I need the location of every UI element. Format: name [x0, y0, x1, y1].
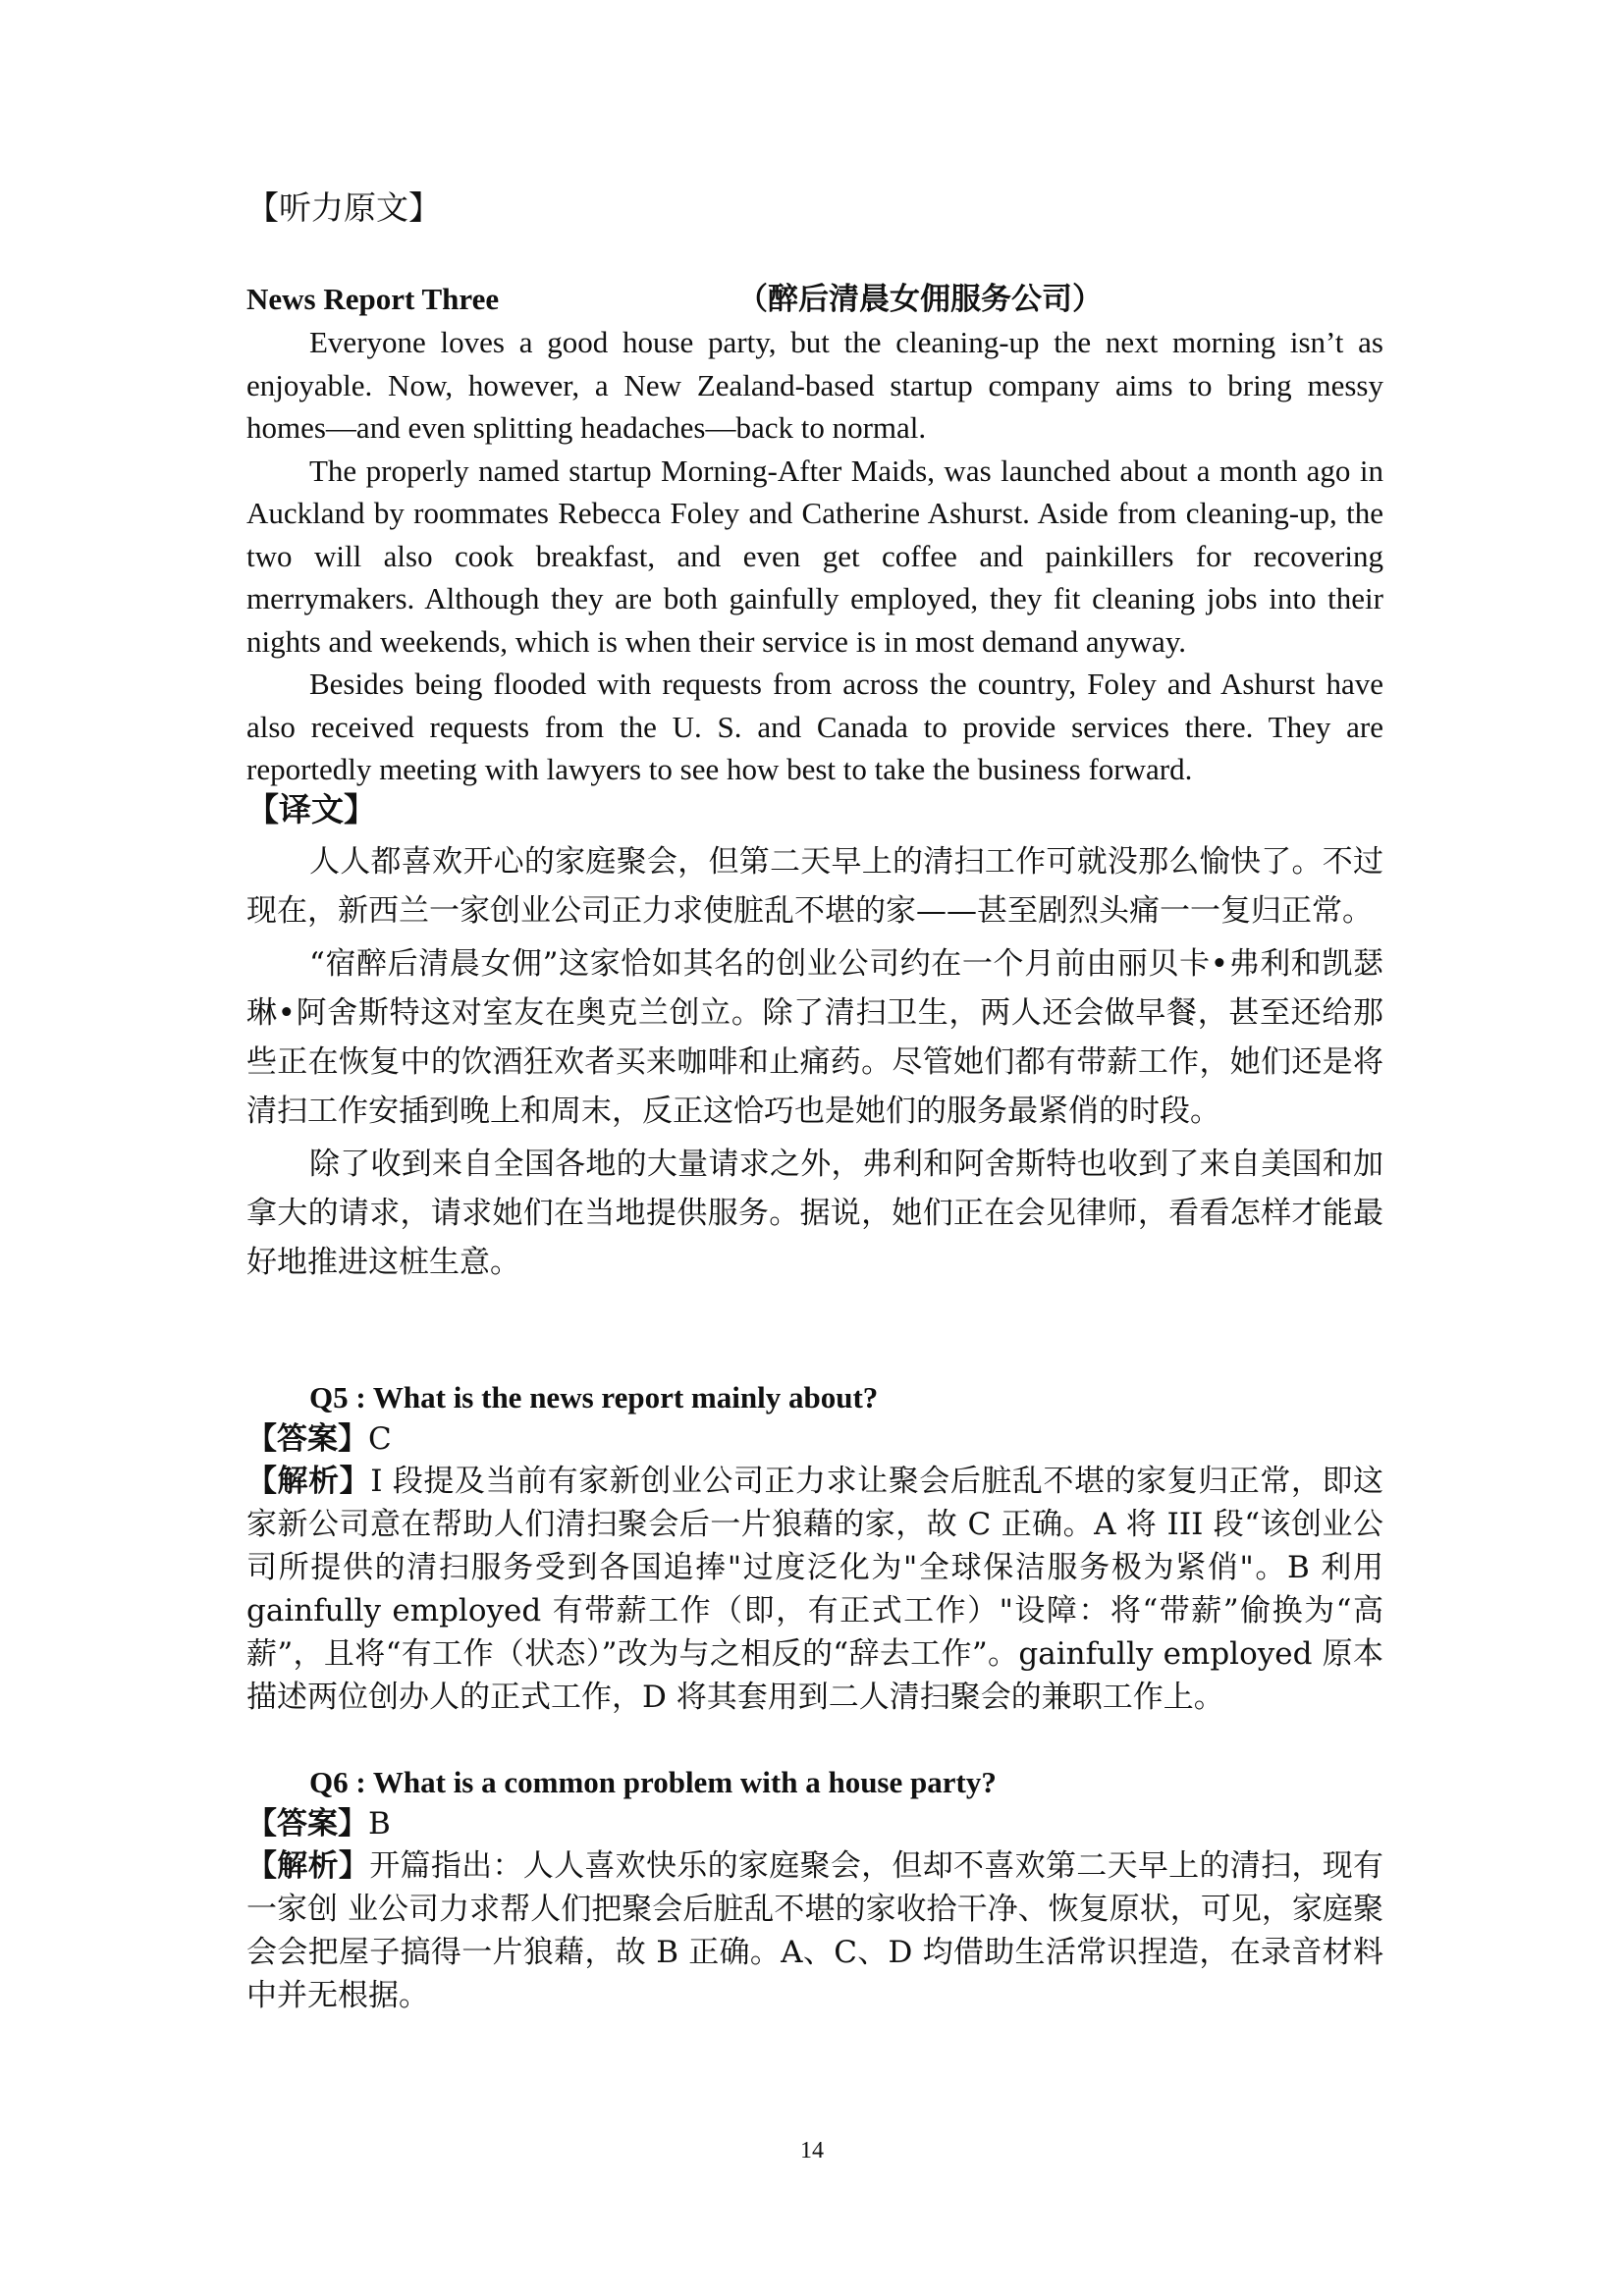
report-subtitle: （醉后清晨女佣服务公司） [737, 282, 1103, 317]
page-number: 14 [800, 2138, 824, 2163]
transcript-paragraph: The properly named startup Morning-After Maids, was launched about a month ago in Auckland by roommates Rebecca Foley and Catherine Ashurst. Aside from cleaning-up, the two will also cook breakfast, and even get coffee and painkillers for recovering merrymakers. Although they are both gainfully employed, they fit cleaning jobs into their nights and weekends, which is when their service is in most demand anyway. [246, 453, 1383, 659]
translation-heading: 【译文】 [246, 790, 376, 828]
q5-section [246, 1377, 1383, 1719]
answer-value: C [368, 1421, 392, 1457]
transcript-heading: 【听力原文】 [246, 188, 441, 227]
q5-analysis [246, 1460, 1383, 1719]
transcript-paragraph: Besides being flooded with requests from across the country, Foley and Ashurst have also received requests from the U. S. and Canada to provide services there. They are reportedly meeting with lawyers to see how best to take the business forward. [246, 667, 1383, 786]
q6-analysis [246, 1844, 1383, 2017]
analysis-text: 开篇指出：人人喜欢快乐的家庭聚会，但却不喜欢第二天早上的清扫，现有一家创 业公司力求帮人们把聚会后脏乱不堪的家收拾干净、恢复原状，可见，家庭聚会会把屋子搞得一片狼藉，故 B 正确。A、C、D 均借助生活常识捏造，在录音材料中并无根据。 [246, 1848, 1384, 2013]
translation-body [246, 837, 1383, 1291]
report-header [246, 280, 1383, 319]
q6-section [246, 1762, 1383, 2017]
q6-question: Q6 : What is a common problem with a house party? [309, 1765, 997, 1799]
translation-paragraph: 除了收到来自全国各地的大量请求之外，弗利和阿舍斯特也收到了来自美国和加拿大的请求，请求她们在当地提供服务。据说，她们正在会见律师，看看怎样才能最好地推进这桩生意。 [246, 1147, 1383, 1280]
answer-label: 【答案】 [246, 1806, 368, 1842]
answer-value: B [368, 1806, 391, 1842]
analysis-label: 【解析】 [246, 1464, 371, 1499]
transcript-paragraph: Everyone loves a good house party, but the cleaning-up the next morning isn’t as enjoyable. Now, however, a New Zealand-based startup company aims to bring messy homes—and even splitting headaches—back to normal. [246, 325, 1383, 445]
translation-paragraph: “宿醉后清晨女佣”这家恰如其名的创业公司约在一个月前由丽贝卡•弗利和凯瑟琳•阿舍斯特这对室友在奥克兰创立。除了清扫卫生，两人还会做早餐，甚至还给那些正在恢复中的饮酒狂欢者买来咖啡和止痛药。尽管她们都有带薪工作，她们还是将清扫工作安插到晚上和周末，反正这恰巧也是她们的服务最紧俏的时段。 [246, 946, 1383, 1129]
analysis-label: 【解析】 [246, 1848, 370, 1884]
translation-paragraph: 人人都喜欢开心的家庭聚会，但第二天早上的清扫工作可就没那么愉快了。不过现在，新西兰一家创业公司正力求使脏乱不堪的家——甚至剧烈头痛一一复归正常。 [246, 844, 1383, 929]
q5-question: Q5 : What is the news report mainly about? [309, 1380, 879, 1415]
report-title: News Report Three [246, 282, 500, 316]
transcript-body [246, 321, 1383, 791]
q5-answer [246, 1418, 1383, 1460]
q6-answer [246, 1803, 1383, 1844]
answer-label: 【答案】 [246, 1421, 368, 1457]
analysis-text: I 段提及当前有家新创业公司正力求让聚会后脏乱不堪的家复归正常，即这家新公司意在帮助人们清扫聚会后一片狼藉的家，故 C 正确。A 将 III 段“该创业公司所提供的清扫服务受到各国追捧"过度泛化为"全球保洁服务极为紧俏"。B 利用 gainfully employed 有带薪工作（即，有正式工作）"设障：将“带薪”偷换为“高薪”，且将“有工作（状态）”改为与之相反的“辞去工作”。gainfully employed 原本描述两位创办人的正式工作，D 将其套用到二人清扫聚会的兼职工作上。 [246, 1464, 1383, 1715]
